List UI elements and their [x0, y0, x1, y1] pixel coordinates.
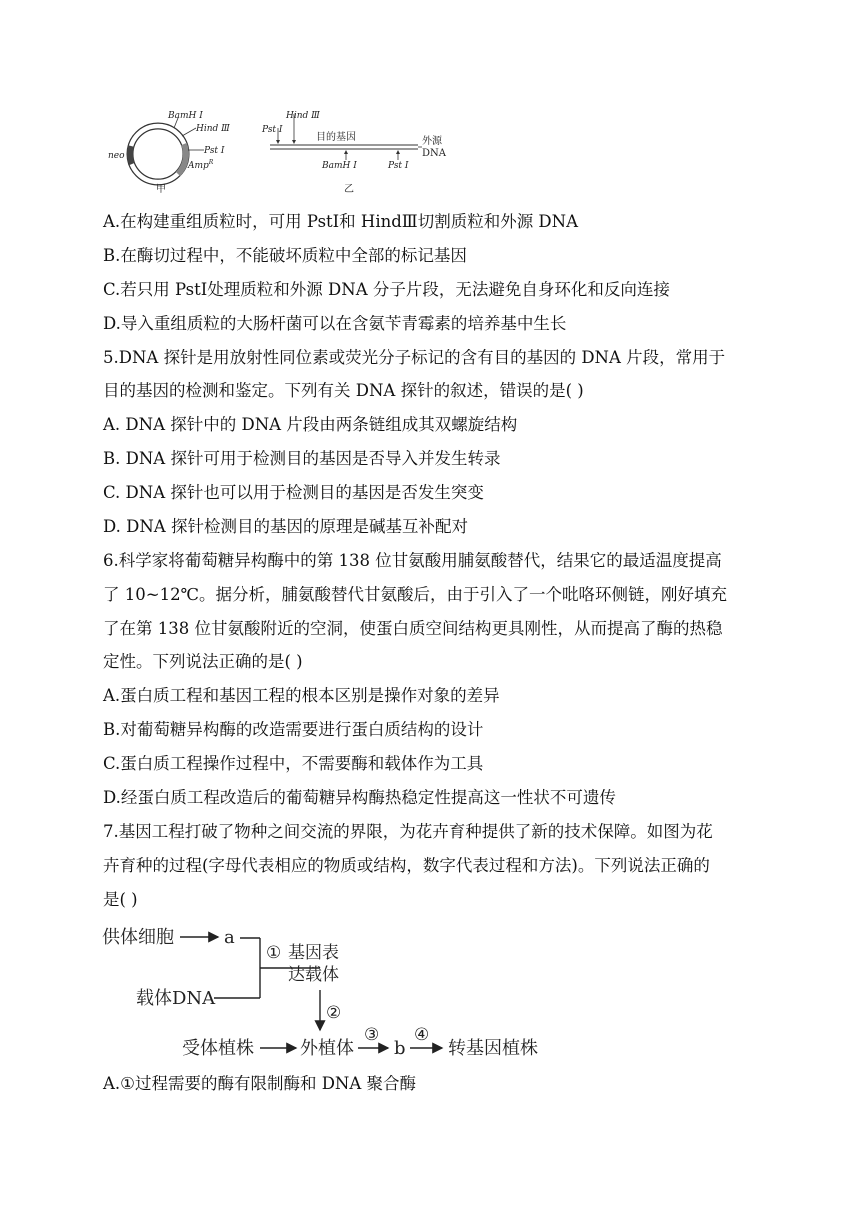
- q4-option-a: A.在构建重组质粒时，可用 PstⅠ和 HindⅢ切割质粒和外源 DNA: [103, 212, 579, 231]
- dna-site-hind3: Hind Ⅲ: [286, 111, 320, 121]
- q5-option-b: B. DNA 探针可用于检测目的基因是否导入并发生转录: [103, 449, 501, 468]
- dna-site-pst1-left: Pst Ⅰ: [262, 125, 283, 135]
- dna-foreign-label-2: DNA: [422, 148, 446, 159]
- flow-donor-cell: 供体细胞: [102, 927, 174, 948]
- dna-foreign-label-1: 外源: [422, 136, 442, 147]
- plasmid-caption: 甲: [156, 184, 166, 195]
- dna-caption: 乙: [344, 184, 354, 195]
- plasmid-gene-amp: Amp$^R$: [188, 159, 214, 171]
- dna-site-pst1-right: Pst Ⅰ: [388, 161, 409, 171]
- flow-transgenic-plant: 转基因植株: [448, 1038, 538, 1059]
- q5-option-a: A. DNA 探针中的 DNA 片段由两条链组成其双螺旋结构: [103, 415, 518, 434]
- flow-label-b: b: [394, 1038, 406, 1059]
- flow-step-2: ②: [326, 1003, 342, 1023]
- q5-stem-line-2: 目的基因的检测和鉴定。下列有关 DNA 探针的叙述，错误的是( ): [103, 381, 584, 400]
- flow-step-4: ④: [414, 1025, 430, 1045]
- neo-gene-segment: [130, 146, 132, 164]
- q6-option-c: C.蛋白质工程操作过程中，不需要酶和载体作为工具: [103, 754, 484, 773]
- q6-stem-line-4: 定性。下列说法正确的是( ): [103, 652, 303, 671]
- plasmid-diagram: [108, 111, 230, 195]
- q7-stem-line-3: 是( ): [103, 890, 138, 909]
- flow-step-3: ③: [364, 1025, 380, 1045]
- q5-stem-line-1: 5.DNA 探针是用放射性同位素或荧光分子标记的含有目的基因的 DNA 片段，常用于: [103, 348, 726, 367]
- q7-stem-line-1: 7.基因工程打破了物种之间交流的界限，为花卉育种提供了新的技术保障。如图为花: [103, 822, 713, 841]
- plasmid-gene-neo: neo: [108, 151, 125, 161]
- flow-expression-vector-line-1: 基因表: [288, 943, 339, 963]
- q6-stem-line-3: 了在第 138 位甘氨酸附近的空洞，使蛋白质空间结构更具刚性，从而提高了酶的热稳: [103, 619, 723, 638]
- flow-step-1: ①: [266, 943, 282, 963]
- q5-option-d: D. DNA 探针检测目的基因的原理是碱基互补配对: [103, 517, 468, 536]
- q6-stem-line-2: 了 10~12℃。据分析，脯氨酸替代甘氨酸后，由于引入了一个吡咯环侧链，刚好填充: [103, 585, 728, 604]
- q5-option-c: C. DNA 探针也可以用于检测目的基因是否发生突变: [103, 483, 484, 502]
- flow-explant: 外植体: [300, 1038, 354, 1059]
- q6-option-d: D.经蛋白质工程改造后的葡萄糖异构酶热稳定性提高这一性状不可遗传: [103, 788, 616, 807]
- breeding-flow-diagram: [100, 918, 560, 1064]
- q4-option-d: D.导入重组质粒的大肠杆菌可以在含氨苄青霉素的培养基中生长: [103, 314, 567, 333]
- dna-site-bamh1: BamH Ⅰ: [322, 161, 357, 171]
- q6-stem-line-1: 6.科学家将葡萄糖异构酶中的第 138 位甘氨酸用脯氨酸替代，结果它的最适温度提高: [103, 551, 722, 570]
- flow-label-a: a: [224, 927, 235, 948]
- q7-option-a: A.①过程需要的酶有限制酶和 DNA 聚合酶: [103, 1074, 417, 1093]
- q4-option-c: C.若只用 PstⅠ处理质粒和外源 DNA 分子片段，无法避免自身环化和反向连接: [103, 280, 670, 299]
- flow-recipient-plant: 受体植株: [182, 1038, 254, 1059]
- q7-stem-line-2: 卉育种的过程(字母代表相应的物质或结构，数字代表过程和方法)。下列说法正确的: [103, 856, 710, 875]
- plasmid-and-dna-figure: [100, 104, 460, 196]
- q6-option-a: A.蛋白质工程和基因工程的根本区别是操作对象的差异: [103, 686, 500, 705]
- plasmid-site-hind3: Hind Ⅲ: [196, 124, 230, 134]
- flow-vector-dna: 载体DNA: [136, 988, 216, 1009]
- q6-option-b: B.对葡萄糖异构酶的改造需要进行蛋白质结构的设计: [103, 720, 484, 739]
- plasmid-site-bamh1: BamH Ⅰ: [168, 111, 203, 121]
- plasmid-site-pst1: Pst Ⅰ: [204, 146, 225, 156]
- foreign-dna-diagram: [261, 111, 447, 195]
- flow-expression-vector-line-2: 达载体: [288, 965, 339, 985]
- dna-target-gene-label: 目的基因: [316, 132, 356, 143]
- q4-option-b: B.在酶切过程中，不能破坏质粒中全部的标记基因: [103, 246, 467, 265]
